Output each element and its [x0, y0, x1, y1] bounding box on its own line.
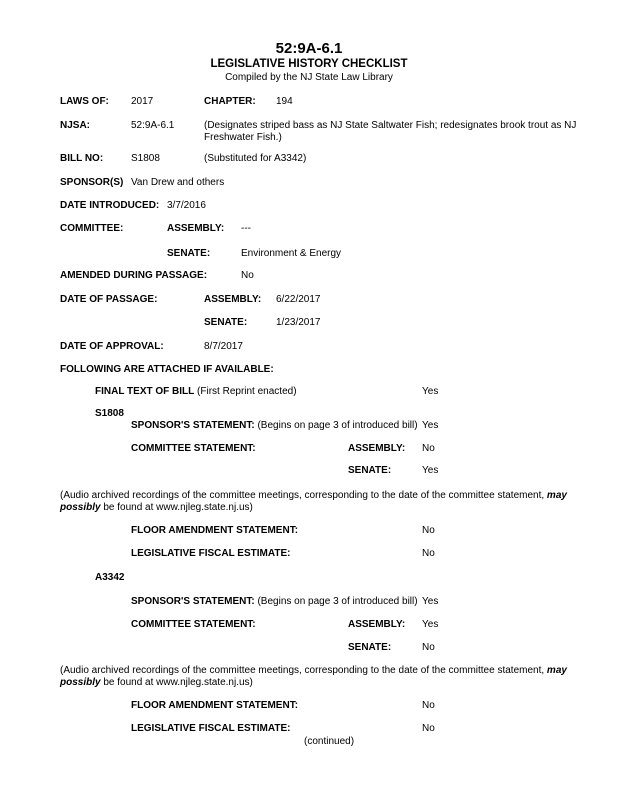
final-text-note: (First Reprint enacted) [197, 386, 297, 397]
date-introduced-value: 3/7/2016 [167, 200, 206, 211]
passage-assembly-value: 6/22/2017 [276, 294, 321, 305]
a3342-committee-label: COMMITTEE STATEMENT: [131, 619, 256, 630]
passage-assembly-label: ASSEMBLY: [204, 294, 262, 305]
a3342-floor-value: No [422, 700, 435, 711]
laws-of-value: 2017 [131, 96, 154, 107]
bill-substitution-note: (Substituted for A3342) [204, 153, 307, 164]
amended-label: AMENDED DURING PASSAGE: [60, 270, 208, 281]
committee-assembly-value: --- [241, 223, 251, 234]
a3342-assembly-value: Yes [422, 619, 439, 630]
committee-senate-value: Environment & Energy [241, 248, 342, 259]
bill-no-label: BILL NO: [60, 153, 104, 164]
a3342-sponsor-label: SPONSOR'S STATEMENT: [131, 596, 255, 607]
bill-id-s1808: S1808 [95, 408, 124, 419]
s1808-sponsor-row [131, 420, 418, 432]
a3342-floor-label: FLOOR AMENDMENT STATEMENT: [131, 700, 299, 711]
committee-label: COMMITTEE: [60, 223, 124, 234]
njsa-note: (Designates striped bass as NJ State Saltwater Fish; redesignates brook trout as NJ Freshwater Fish.) [204, 120, 577, 143]
s1808-committee-label: COMMITTEE STATEMENT: [131, 443, 256, 454]
document-subtitle: LEGISLATIVE HISTORY CHECKLIST [210, 58, 408, 70]
chapter-label: CHAPTER: [204, 96, 256, 107]
s1808-senate-value: Yes [422, 465, 439, 476]
final-text-value: Yes [422, 386, 439, 397]
final-text-label: FINAL TEXT OF BILL [95, 386, 195, 397]
date-introduced-label: DATE INTRODUCED: [60, 200, 160, 211]
s1808-fiscal-value: No [422, 548, 435, 559]
a3342-fiscal-value: No [422, 723, 435, 734]
a3342-senate-label: SENATE: [348, 642, 392, 653]
committee-assembly-label: ASSEMBLY: [167, 223, 225, 234]
s1808-assembly-value: No [422, 443, 435, 454]
s1808-floor-value: No [422, 525, 435, 536]
amended-value: No [241, 270, 254, 281]
approval-label: DATE OF APPROVAL: [60, 341, 164, 352]
attached-heading: FOLLOWING ARE ATTACHED IF AVAILABLE: [60, 364, 274, 375]
audio-note-1: (Audio archived recordings of the committee meetings, corresponding to the date of the committee statement, may possibly be found at www.njleg.state.nj.us) [60, 490, 567, 513]
passage-label: DATE OF PASSAGE: [60, 294, 158, 305]
s1808-assembly-label: ASSEMBLY: [348, 443, 406, 454]
chapter-value: 194 [276, 96, 293, 107]
sponsors-label: SPONSOR(S) [60, 177, 124, 188]
bill-id-a3342: A3342 [95, 572, 125, 583]
continued-note: (continued) [304, 736, 355, 747]
passage-senate-value: 1/23/2017 [276, 317, 321, 328]
njsa-label: NJSA: [60, 120, 91, 131]
a3342-sponsor-row [131, 596, 418, 608]
audio-note-2: (Audio archived recordings of the committee meetings, corresponding to the date of the committee statement, may possibly be found at www.njleg.state.nj.us) [60, 665, 567, 688]
sponsors-value: Van Drew and others [131, 177, 225, 188]
s1808-senate-label: SENATE: [348, 465, 392, 476]
compiled-by: Compiled by the NJ State Law Library [225, 72, 393, 83]
committee-senate-label: SENATE: [167, 248, 211, 259]
final-text-row [95, 386, 297, 398]
passage-senate-label: SENATE: [204, 317, 248, 328]
a3342-sponsor-note: (Begins on page 3 of introduced bill) [257, 596, 418, 607]
bill-no-value: S1808 [131, 153, 160, 164]
a3342-fiscal-label: LEGISLATIVE FISCAL ESTIMATE: [131, 723, 291, 734]
s1808-sponsor-value: Yes [422, 420, 439, 431]
a3342-senate-value: No [422, 642, 435, 653]
laws-of-label: LAWS OF: [60, 96, 109, 107]
a3342-sponsor-value: Yes [422, 596, 439, 607]
page-title: 52:9A-6.1 [275, 40, 343, 57]
s1808-sponsor-note: (Begins on page 3 of introduced bill) [257, 420, 418, 431]
s1808-fiscal-label: LEGISLATIVE FISCAL ESTIMATE: [131, 548, 291, 559]
approval-value: 8/7/2017 [204, 341, 243, 352]
s1808-floor-label: FLOOR AMENDMENT STATEMENT: [131, 525, 299, 536]
njsa-value: 52:9A-6.1 [131, 120, 175, 131]
s1808-sponsor-label: SPONSOR'S STATEMENT: [131, 420, 255, 431]
a3342-assembly-label: ASSEMBLY: [348, 619, 406, 630]
